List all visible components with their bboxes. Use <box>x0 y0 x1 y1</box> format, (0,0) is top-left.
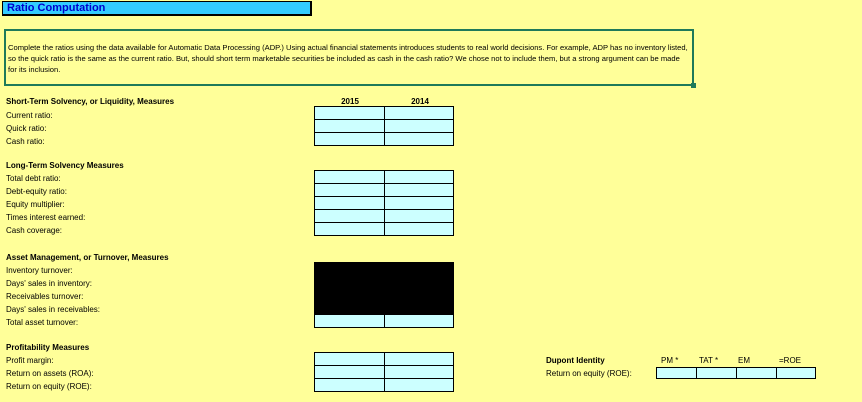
dupont-roe-label: Return on equity (ROE): <box>546 369 632 378</box>
section-heading-profitability: Profitability Measures <box>6 343 90 352</box>
label-days-sales-receivables: Days' sales in receivables: <box>6 305 101 314</box>
label-total-debt-ratio: Total debt ratio: <box>6 174 61 183</box>
label-times-interest-earned: Times interest earned: <box>6 213 86 222</box>
input-dupont-em[interactable] <box>736 367 777 379</box>
col-header-2015: 2015 <box>341 97 359 106</box>
label-profit-margin: Profit margin: <box>6 356 54 365</box>
input-current-ratio-2014[interactable] <box>384 106 454 120</box>
input-times-interest-earned-2014[interactable] <box>384 209 454 223</box>
label-current-ratio: Current ratio: <box>6 111 53 120</box>
instructions-textbox[interactable] <box>4 29 694 86</box>
label-receivables-turnover: Receivables turnover: <box>6 292 84 301</box>
instructions-text: Complete the ratios using the data available for Automatic Data Processing (ADP.) Using actual financial statements introduces students to real world decisions. For example, ADP has no inventory listed, so the quick ratio is the same as the current ratio. But, should short term marketable securities be included as cash in the cash ratio? We chose not to include them, but a strong argument can be made for its inclusion. <box>8 43 688 74</box>
input-dupont-tat[interactable] <box>696 367 737 379</box>
input-quick-ratio-2015[interactable] <box>314 119 385 133</box>
section-heading-asset-management: Asset Management, or Turnover, Measures <box>6 253 169 262</box>
label-debt-equity-ratio: Debt-equity ratio: <box>6 187 67 196</box>
dupont-col-em: EM <box>738 356 750 365</box>
input-equity-multiplier-2014[interactable] <box>384 196 454 210</box>
dupont-col-tat: TAT * <box>699 356 719 365</box>
input-current-ratio-2015[interactable] <box>314 106 385 120</box>
textbox-resize-handle[interactable] <box>691 83 696 88</box>
input-total-debt-ratio-2015[interactable] <box>314 170 385 184</box>
input-debt-equity-ratio-2014[interactable] <box>384 183 454 197</box>
label-inventory-turnover: Inventory turnover: <box>6 266 73 275</box>
input-cash-ratio-2014[interactable] <box>384 132 454 146</box>
blacked-out-cells <box>314 262 454 314</box>
label-cash-coverage: Cash coverage: <box>6 226 63 235</box>
input-quick-ratio-2014[interactable] <box>384 119 454 133</box>
label-quick-ratio: Quick ratio: <box>6 124 47 133</box>
dupont-col-roe: =ROE <box>779 356 802 365</box>
input-roa-2014[interactable] <box>384 365 454 379</box>
col-header-2014: 2014 <box>411 97 429 106</box>
label-roa: Return on assets (ROA): <box>6 369 94 378</box>
section-heading-liquidity: Short-Term Solvency, or Liquidity, Measures <box>6 97 175 106</box>
label-cash-ratio: Cash ratio: <box>6 137 45 146</box>
input-roe-2014[interactable] <box>384 378 454 392</box>
dupont-col-pm: PM * <box>661 356 679 365</box>
input-equity-multiplier-2015[interactable] <box>314 196 385 210</box>
input-roe-2015[interactable] <box>314 378 385 392</box>
section-heading-long-term: Long-Term Solvency Measures <box>6 161 124 170</box>
label-roe: Return on equity (ROE): <box>6 382 92 391</box>
input-cash-ratio-2015[interactable] <box>314 132 385 146</box>
input-profit-margin-2014[interactable] <box>384 352 454 366</box>
input-total-asset-turnover-2014[interactable] <box>384 314 454 328</box>
input-dupont-roe[interactable] <box>776 367 816 379</box>
sheet-title: Ratio Computation <box>2 1 312 16</box>
input-cash-coverage-2015[interactable] <box>314 222 385 236</box>
input-total-debt-ratio-2014[interactable] <box>384 170 454 184</box>
input-total-asset-turnover-2015[interactable] <box>314 314 385 328</box>
label-equity-multiplier: Equity multiplier: <box>6 200 65 209</box>
input-cash-coverage-2014[interactable] <box>384 222 454 236</box>
input-roa-2015[interactable] <box>314 365 385 379</box>
label-days-sales-inventory: Days' sales in inventory: <box>6 279 93 288</box>
label-total-asset-turnover: Total asset turnover: <box>6 318 79 327</box>
input-profit-margin-2015[interactable] <box>314 352 385 366</box>
input-debt-equity-ratio-2015[interactable] <box>314 183 385 197</box>
input-times-interest-earned-2015[interactable] <box>314 209 385 223</box>
input-dupont-pm[interactable] <box>656 367 697 379</box>
dupont-heading: Dupont Identity <box>546 356 605 365</box>
